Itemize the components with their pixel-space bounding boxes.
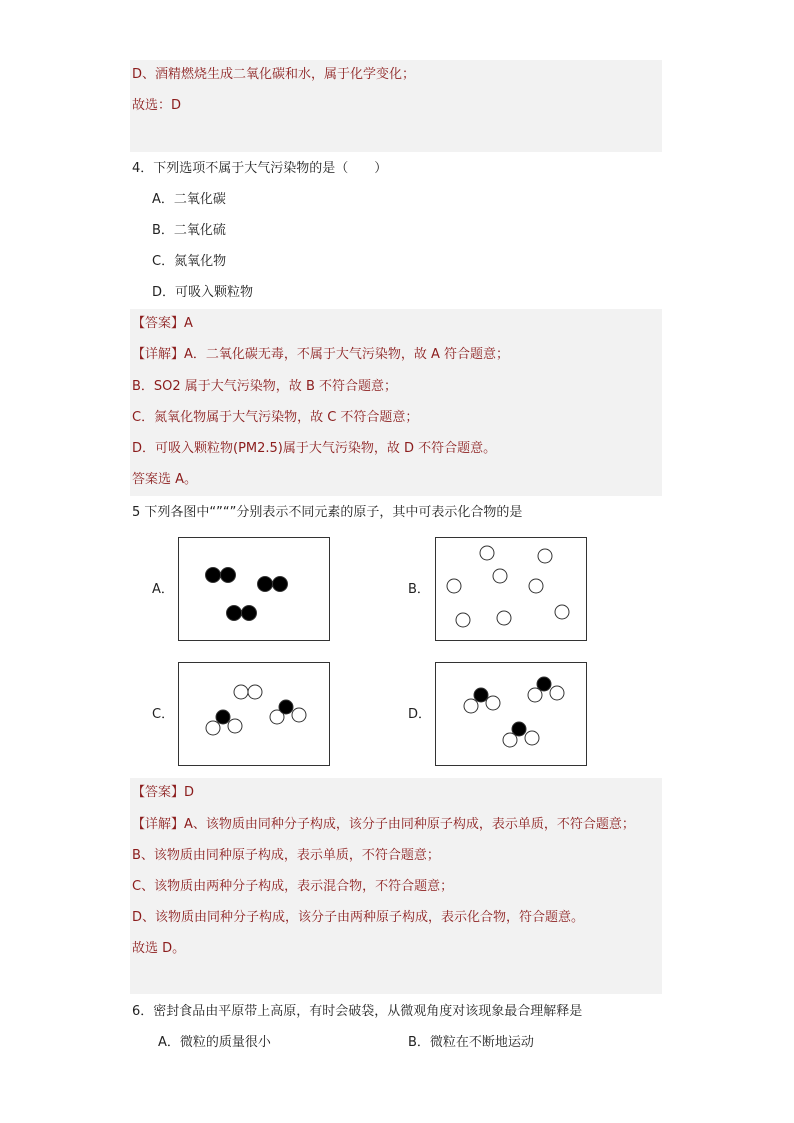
white-atom	[529, 579, 543, 593]
q5-diagram-b	[435, 537, 587, 641]
q5-diagram-d	[435, 662, 587, 766]
q5-stem: 5 下列各图中“”“”分别表示不同元素的原子，其中可表示化合物的是	[132, 505, 523, 520]
prev-answer-conclusion: 故选：D	[132, 98, 182, 113]
white-atom	[464, 699, 478, 713]
white-atom	[248, 685, 262, 699]
white-atom	[538, 549, 552, 563]
q5-label-c: C．	[152, 707, 175, 722]
black-atom	[279, 700, 293, 714]
q4-detail-line: B．SO2 属于大气污染物，故 B 不符合题意；	[132, 379, 397, 394]
white-atom	[525, 731, 539, 745]
q4-option-a: A．二氧化碳	[152, 192, 226, 207]
q6-option-a: A．微粒的质量很小	[158, 1035, 271, 1050]
q4-detail-line: 答案选 A。	[132, 472, 198, 487]
white-atom	[555, 605, 569, 619]
q4-detail-line: C．氮氧化物属于大气污染物，故 C 不符合题意；	[132, 410, 419, 425]
q5-label-b: B．	[408, 582, 430, 597]
black-atom	[227, 606, 242, 621]
q5-label-d: D．	[408, 707, 432, 722]
q4-answer-block	[130, 309, 662, 496]
q6-stem: 6．密封食品由平原带上高原，有时会破袋，从微观角度对该现象最合理解释是	[132, 1004, 583, 1019]
q4-answer: 【答案】A	[132, 316, 193, 331]
q5-detail-line: B、该物质由同种原子构成，表示单质，不符合题意；	[132, 848, 440, 863]
q4-detail-line: D．可吸入颗粒物(PM2.5)属于大气污染物，故 D 不符合题意。	[132, 441, 497, 456]
white-atom	[234, 685, 248, 699]
white-atom	[447, 579, 461, 593]
q5-detail-line: 【详解】A、该物质由同种分子构成，该分子由同种原子构成，表示单质，不符合题意；	[132, 817, 635, 832]
q4-stem: 4．下列选项不属于大气污染物的是（ ）	[132, 161, 388, 176]
white-atom	[456, 613, 470, 627]
q5-detail-line: C、该物质由两种分子构成，表示混合物，不符合题意；	[132, 879, 454, 894]
q5-diagram-a	[178, 537, 330, 641]
black-atom	[258, 577, 273, 592]
prev-answer-line-d: D、酒精燃烧生成二氧化碳和水，属于化学变化；	[132, 67, 416, 82]
q4-option-d: D．可吸入颗粒物	[152, 285, 254, 300]
white-atom	[228, 719, 242, 733]
black-atom	[273, 577, 288, 592]
q4-option-c: C．氮氧化物	[152, 254, 227, 269]
black-atom	[474, 688, 488, 702]
q6-option-b: B．微粒在不断地运动	[408, 1035, 534, 1050]
white-atom	[550, 686, 564, 700]
q5-label-a: A．	[152, 582, 174, 597]
q4-detail-line: 【详解】A．二氧化碳无毒，不属于大气污染物，故 A 符合题意；	[132, 347, 510, 362]
black-atom	[206, 568, 221, 583]
white-atom	[486, 696, 500, 710]
q5-answer: 【答案】D	[132, 785, 195, 800]
black-atom	[216, 710, 230, 724]
q5-detail-line: 故选 D。	[132, 941, 186, 956]
white-atom	[292, 708, 306, 722]
q5-diagram-c	[178, 662, 330, 766]
black-atom	[512, 722, 526, 736]
q4-option-b: B．二氧化硫	[152, 223, 226, 238]
black-atom	[537, 677, 551, 691]
white-atom	[206, 721, 220, 735]
black-atom	[221, 568, 236, 583]
q5-detail-line: D、该物质由同种分子构成，该分子由两种原子构成，表示化合物，符合题意。	[132, 910, 585, 925]
white-atom	[497, 611, 511, 625]
white-atom	[493, 569, 507, 583]
black-atom	[242, 606, 257, 621]
white-atom	[480, 546, 494, 560]
